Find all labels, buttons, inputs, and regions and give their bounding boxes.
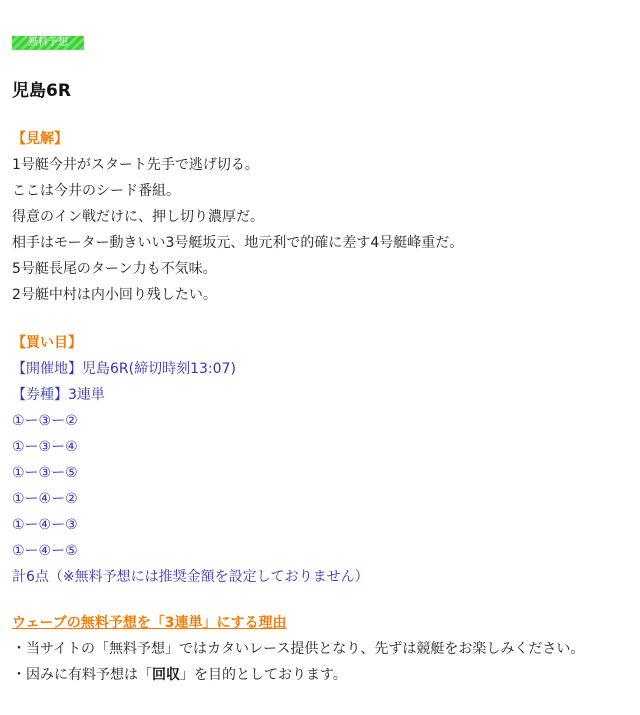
reason-heading: ウェーブの無料予想を「3連単」にする理由 (12, 615, 287, 631)
analysis-section (12, 126, 628, 308)
analysis-line: ここは今井のシード番組。 (12, 183, 180, 199)
bets-heading: 【買い目】 (12, 335, 82, 351)
bets-section (12, 330, 628, 590)
race-title: 児島6R (12, 81, 71, 101)
bet-combo: ①ー③ー② (12, 413, 78, 429)
free-prediction-badge: 無料予想 (12, 36, 84, 50)
reason-line-2-suffix: 」を目的としております。 (180, 667, 347, 683)
analysis-line: 2号艇中村は内小回り残したい。 (12, 287, 217, 303)
reason-line-1: ・当サイトの「無料予想」ではカタいレース提供となり、先ずは競艇をお楽しみください。 (12, 641, 585, 657)
analysis-line: 相手はモーター動きいい3号艇坂元、地元利で的確に差す4号艇峰重だ。 (12, 235, 464, 251)
bet-combo: ①ー④ー② (12, 491, 78, 507)
bet-combo: ①ー④ー③ (12, 517, 78, 533)
venue-line: 【開催地】児島6R(締切時刻13:07) (12, 361, 236, 377)
bet-combo: ①ー④ー⑤ (12, 543, 78, 559)
bets-total: 計6点（※無料予想には推奨金額を設定しておりません） (12, 569, 369, 585)
analysis-line: 得意のイン戦だけに、押し切り濃厚だ。 (12, 209, 264, 225)
reason-line-2 (12, 662, 628, 688)
reason-line-2-bold: 回収 (152, 667, 180, 683)
bet-type-line: 【券種】3連単 (12, 387, 105, 403)
analysis-line: 1号艇今井がスタート先手で逃げ切る。 (12, 157, 259, 173)
bet-combo: ①ー③ー④ (12, 439, 78, 455)
reason-section (12, 610, 628, 688)
analysis-heading: 【見解】 (12, 131, 68, 147)
analysis-line: 5号艇長尾のターン力も不気味。 (12, 261, 217, 277)
bet-combo: ①ー③ー⑤ (12, 465, 78, 481)
reason-line-2-prefix: ・因みに有料予想は「 (12, 667, 152, 683)
